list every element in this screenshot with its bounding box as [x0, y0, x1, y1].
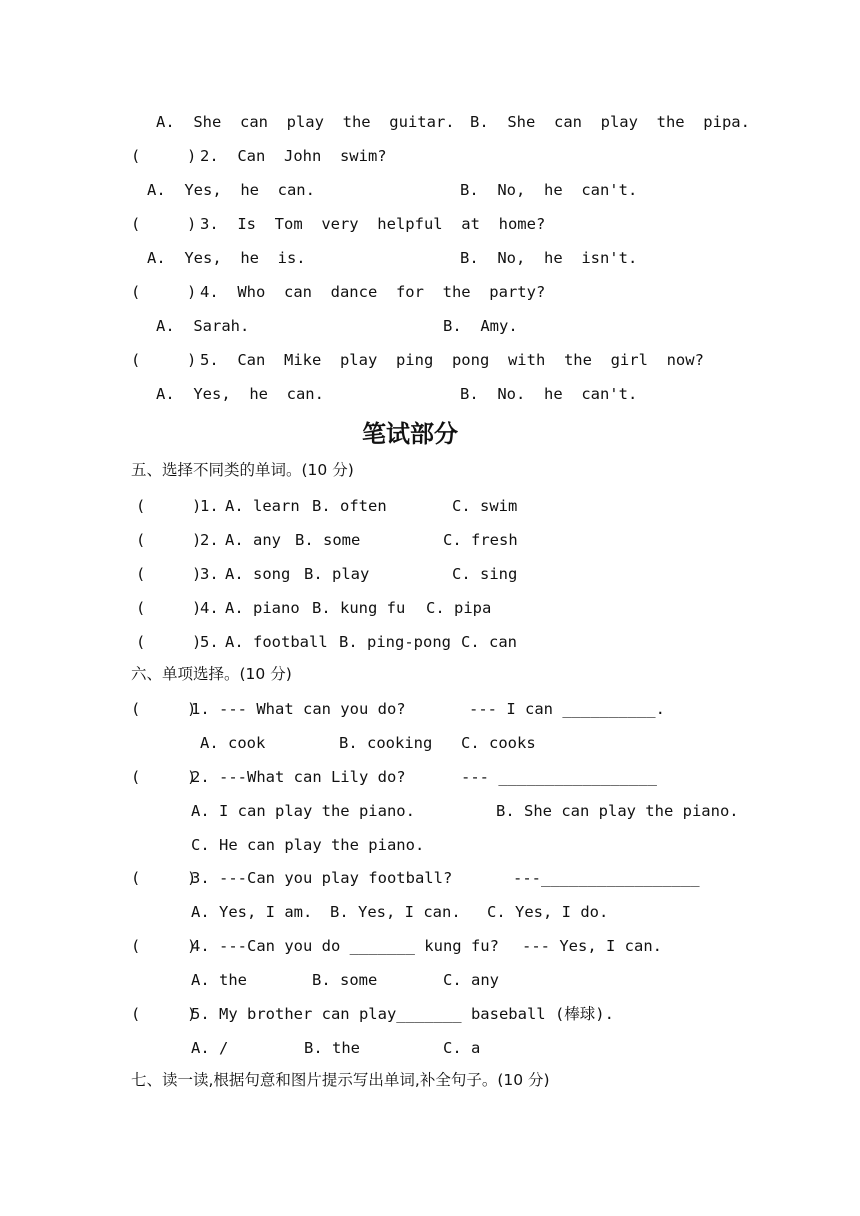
q4-option-b: B. Amy. — [443, 317, 518, 335]
s5-item2-paren[interactable]: ( ) — [136, 531, 202, 549]
s6-q2-option-c: C. He can play the piano. — [191, 836, 425, 854]
section6-heading: 六、单项选择。(10 分) — [131, 665, 292, 683]
s6-q1-option-b: B. cooking — [339, 734, 433, 752]
s5-item2-num: 2. — [200, 531, 219, 549]
s5-item3-num: 3. — [200, 565, 219, 583]
s5-item1-a: A. learn — [225, 497, 300, 515]
q3-stem: 3. Is Tom very helpful at home? — [200, 215, 546, 233]
s5-item1-num: 1. — [200, 497, 219, 515]
s5-item1-b: B. often — [312, 497, 387, 515]
s5-item3-paren[interactable]: ( ) — [136, 565, 202, 583]
s6-q4-option-a: A. the — [191, 971, 247, 989]
q2-option-b: B. No, he can't. — [460, 181, 638, 199]
s5-item2-c: C. fresh — [443, 531, 518, 549]
s6-q1-answer: --- I can __________. — [469, 700, 665, 718]
s6-q3-option-c: C. Yes, I do. — [487, 903, 609, 921]
s6-q4-paren[interactable]: ( ) — [131, 937, 197, 955]
s6-q2-option-b: B. She can play the piano. — [496, 802, 739, 820]
s5-item5-c: C. can — [461, 633, 517, 651]
s5-item3-b: B. play — [304, 565, 370, 583]
s6-q2-answer: --- _________________ — [461, 768, 657, 786]
s6-q2-stem: 2. ---What can Lily do? — [191, 768, 406, 786]
s6-q5-option-a: A. / — [191, 1039, 229, 1057]
q2-stem: 2. Can John swim? — [200, 147, 387, 165]
s6-q1-paren[interactable]: ( ) — [131, 700, 197, 718]
s6-q3-option-a: A. Yes, I am. — [191, 903, 313, 921]
s6-q5-paren[interactable]: ( ) — [131, 1005, 197, 1023]
s5-item4-num: 4. — [200, 599, 219, 617]
s6-q5-option-b: B. the — [304, 1039, 360, 1057]
s6-q4-stem: 4. ---Can you do _______ kung fu? — [191, 937, 499, 955]
s5-item5-paren[interactable]: ( ) — [136, 633, 202, 651]
s5-item5-b: B. ping-pong — [339, 633, 451, 651]
q4-option-a: A. Sarah. — [156, 317, 250, 335]
q3-option-a: A. Yes, he is. — [147, 249, 306, 267]
s5-item2-b: B. some — [295, 531, 361, 549]
s5-item3-a: A. song — [225, 565, 291, 583]
q2-answer-paren[interactable]: ( ) — [131, 147, 197, 165]
s6-q3-stem: 3. ---Can you play football? — [191, 869, 453, 887]
s6-q4-option-b: B. some — [312, 971, 378, 989]
s5-item4-a: A. piano — [225, 599, 300, 617]
s5-item4-paren[interactable]: ( ) — [136, 599, 202, 617]
q5-option-b: B. No. he can't. — [460, 385, 638, 403]
q4-stem: 4. Who can dance for the party? — [200, 283, 546, 301]
q1-option-b: B. She can play the pipa. — [470, 113, 750, 131]
q5-stem: 5. Can Mike play ping pong with the girl now? — [200, 351, 704, 369]
section7-heading: 七、读一读,根据句意和图片提示写出单词,补全句子。(10 分) — [131, 1071, 550, 1089]
s5-item1-c: C. swim — [452, 497, 518, 515]
s6-q3-answer: ---_________________ — [513, 869, 700, 887]
q1-option-a: A. She can play the guitar. — [156, 113, 455, 131]
s6-q1-stem: 1. --- What can you do? — [191, 700, 406, 718]
s6-q2-option-a: A. I can play the piano. — [191, 802, 415, 820]
s6-q3-paren[interactable]: ( ) — [131, 869, 197, 887]
s5-item5-a: A. football — [225, 633, 328, 651]
s5-item5-num: 5. — [200, 633, 219, 651]
s6-q4-option-c: C. any — [443, 971, 499, 989]
q3-answer-paren[interactable]: ( ) — [131, 215, 197, 233]
q2-option-a: A. Yes, he can. — [147, 181, 315, 199]
s5-item3-c: C. sing — [452, 565, 518, 583]
s6-q1-option-c: C. cooks — [461, 734, 536, 752]
s6-q4-answer: --- Yes, I can. — [522, 937, 662, 955]
q3-option-b: B. No, he isn't. — [460, 249, 638, 267]
q5-answer-paren[interactable]: ( ) — [131, 351, 197, 369]
section5-heading: 五、选择不同类的单词。(10 分) — [131, 461, 354, 479]
s5-item4-c: C. pipa — [426, 599, 492, 617]
q5-option-a: A. Yes, he can. — [156, 385, 324, 403]
s6-q1-option-a: A. cook — [200, 734, 266, 752]
s6-q5-option-c: C. a — [443, 1039, 481, 1057]
s6-q2-paren[interactable]: ( ) — [131, 768, 197, 786]
q4-answer-paren[interactable]: ( ) — [131, 283, 197, 301]
s6-q3-option-b: B. Yes, I can. — [330, 903, 461, 921]
s5-item1-paren[interactable]: ( ) — [136, 497, 202, 515]
s5-item2-a: A. any — [225, 531, 281, 549]
s6-q5-stem: 5. My brother can play_______ baseball (棒球). — [191, 1005, 614, 1023]
s5-item4-b: B. kung fu — [312, 599, 406, 617]
written-part-title: 笔试部分 — [362, 419, 458, 448]
